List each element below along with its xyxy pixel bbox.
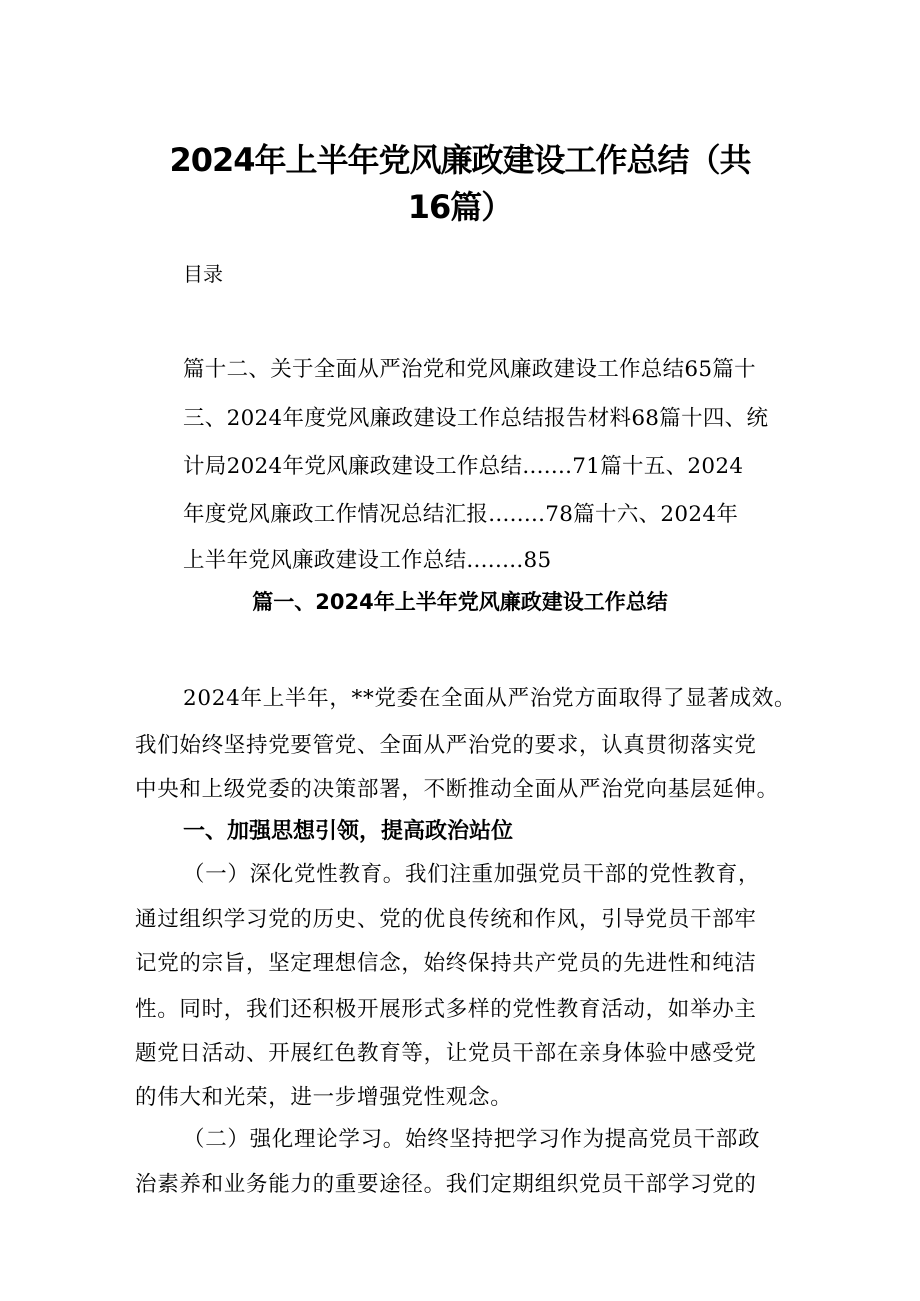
paragraph-line: 治素养和业务能力的重要途径。我们定期组织党员干部学习党的: [135, 1172, 757, 1197]
section-heading: 一、加强思想引领，提高政治站位: [183, 819, 514, 844]
toc-line: 篇十二、关于全面从严治党和党风廉政建设工作总结65篇十: [183, 357, 756, 382]
toc-line: 三、2024年度党风廉政建设工作总结报告材料68篇十四、统: [183, 406, 769, 431]
toc-line: 计局2024年党风廉政建设工作总结.......71篇十五、2024: [183, 454, 744, 479]
paragraph-line: 通过组织学习党的历史、党的优良传统和作风，引导党员干部牢: [135, 907, 757, 932]
toc-heading: 目录: [183, 262, 223, 286]
article-title: 篇一、2024年上半年党风廉政建设工作总结: [252, 590, 668, 614]
paragraph-line: 记党的宗旨，坚定理想信念，始终保持共产党员的先进性和纯洁: [135, 951, 757, 976]
paragraph-line: （一）深化党性教育。我们注重加强党员干部的党性教育，: [183, 862, 761, 887]
intro-line: 中央和上级党委的决策部署，不断推动全面从严治党向基层延伸。: [135, 777, 779, 802]
intro-line: 我们始终坚持党要管党、全面从严治党的要求，认真贯彻落实党: [135, 733, 757, 758]
intro-line: 2024年上半年，**党委在全面从严治党方面取得了显著成效。: [183, 686, 797, 711]
paragraph-line: （二）强化理论学习。始终坚持把学习作为提高党员干部政: [183, 1127, 761, 1152]
toc-line: 上半年党风廉政建设工作总结........85: [183, 548, 552, 573]
document-title-line-2: 16篇）: [407, 188, 513, 226]
paragraph-line: 的伟大和光荣，进一步增强党性观念。: [135, 1085, 513, 1110]
paragraph-line: 题党日活动、开展红色教育等，让党员干部在亲身体验中感受党: [135, 1041, 757, 1066]
document-title-line-1: 2024年上半年党风廉政建设工作总结（共: [169, 141, 751, 179]
toc-line: 年度党风廉政工作情况总结汇报........78篇十六、2024年: [183, 502, 739, 527]
paragraph-line: 性。同时，我们还积极开展形式多样的党性教育活动，如举办主: [135, 997, 757, 1022]
